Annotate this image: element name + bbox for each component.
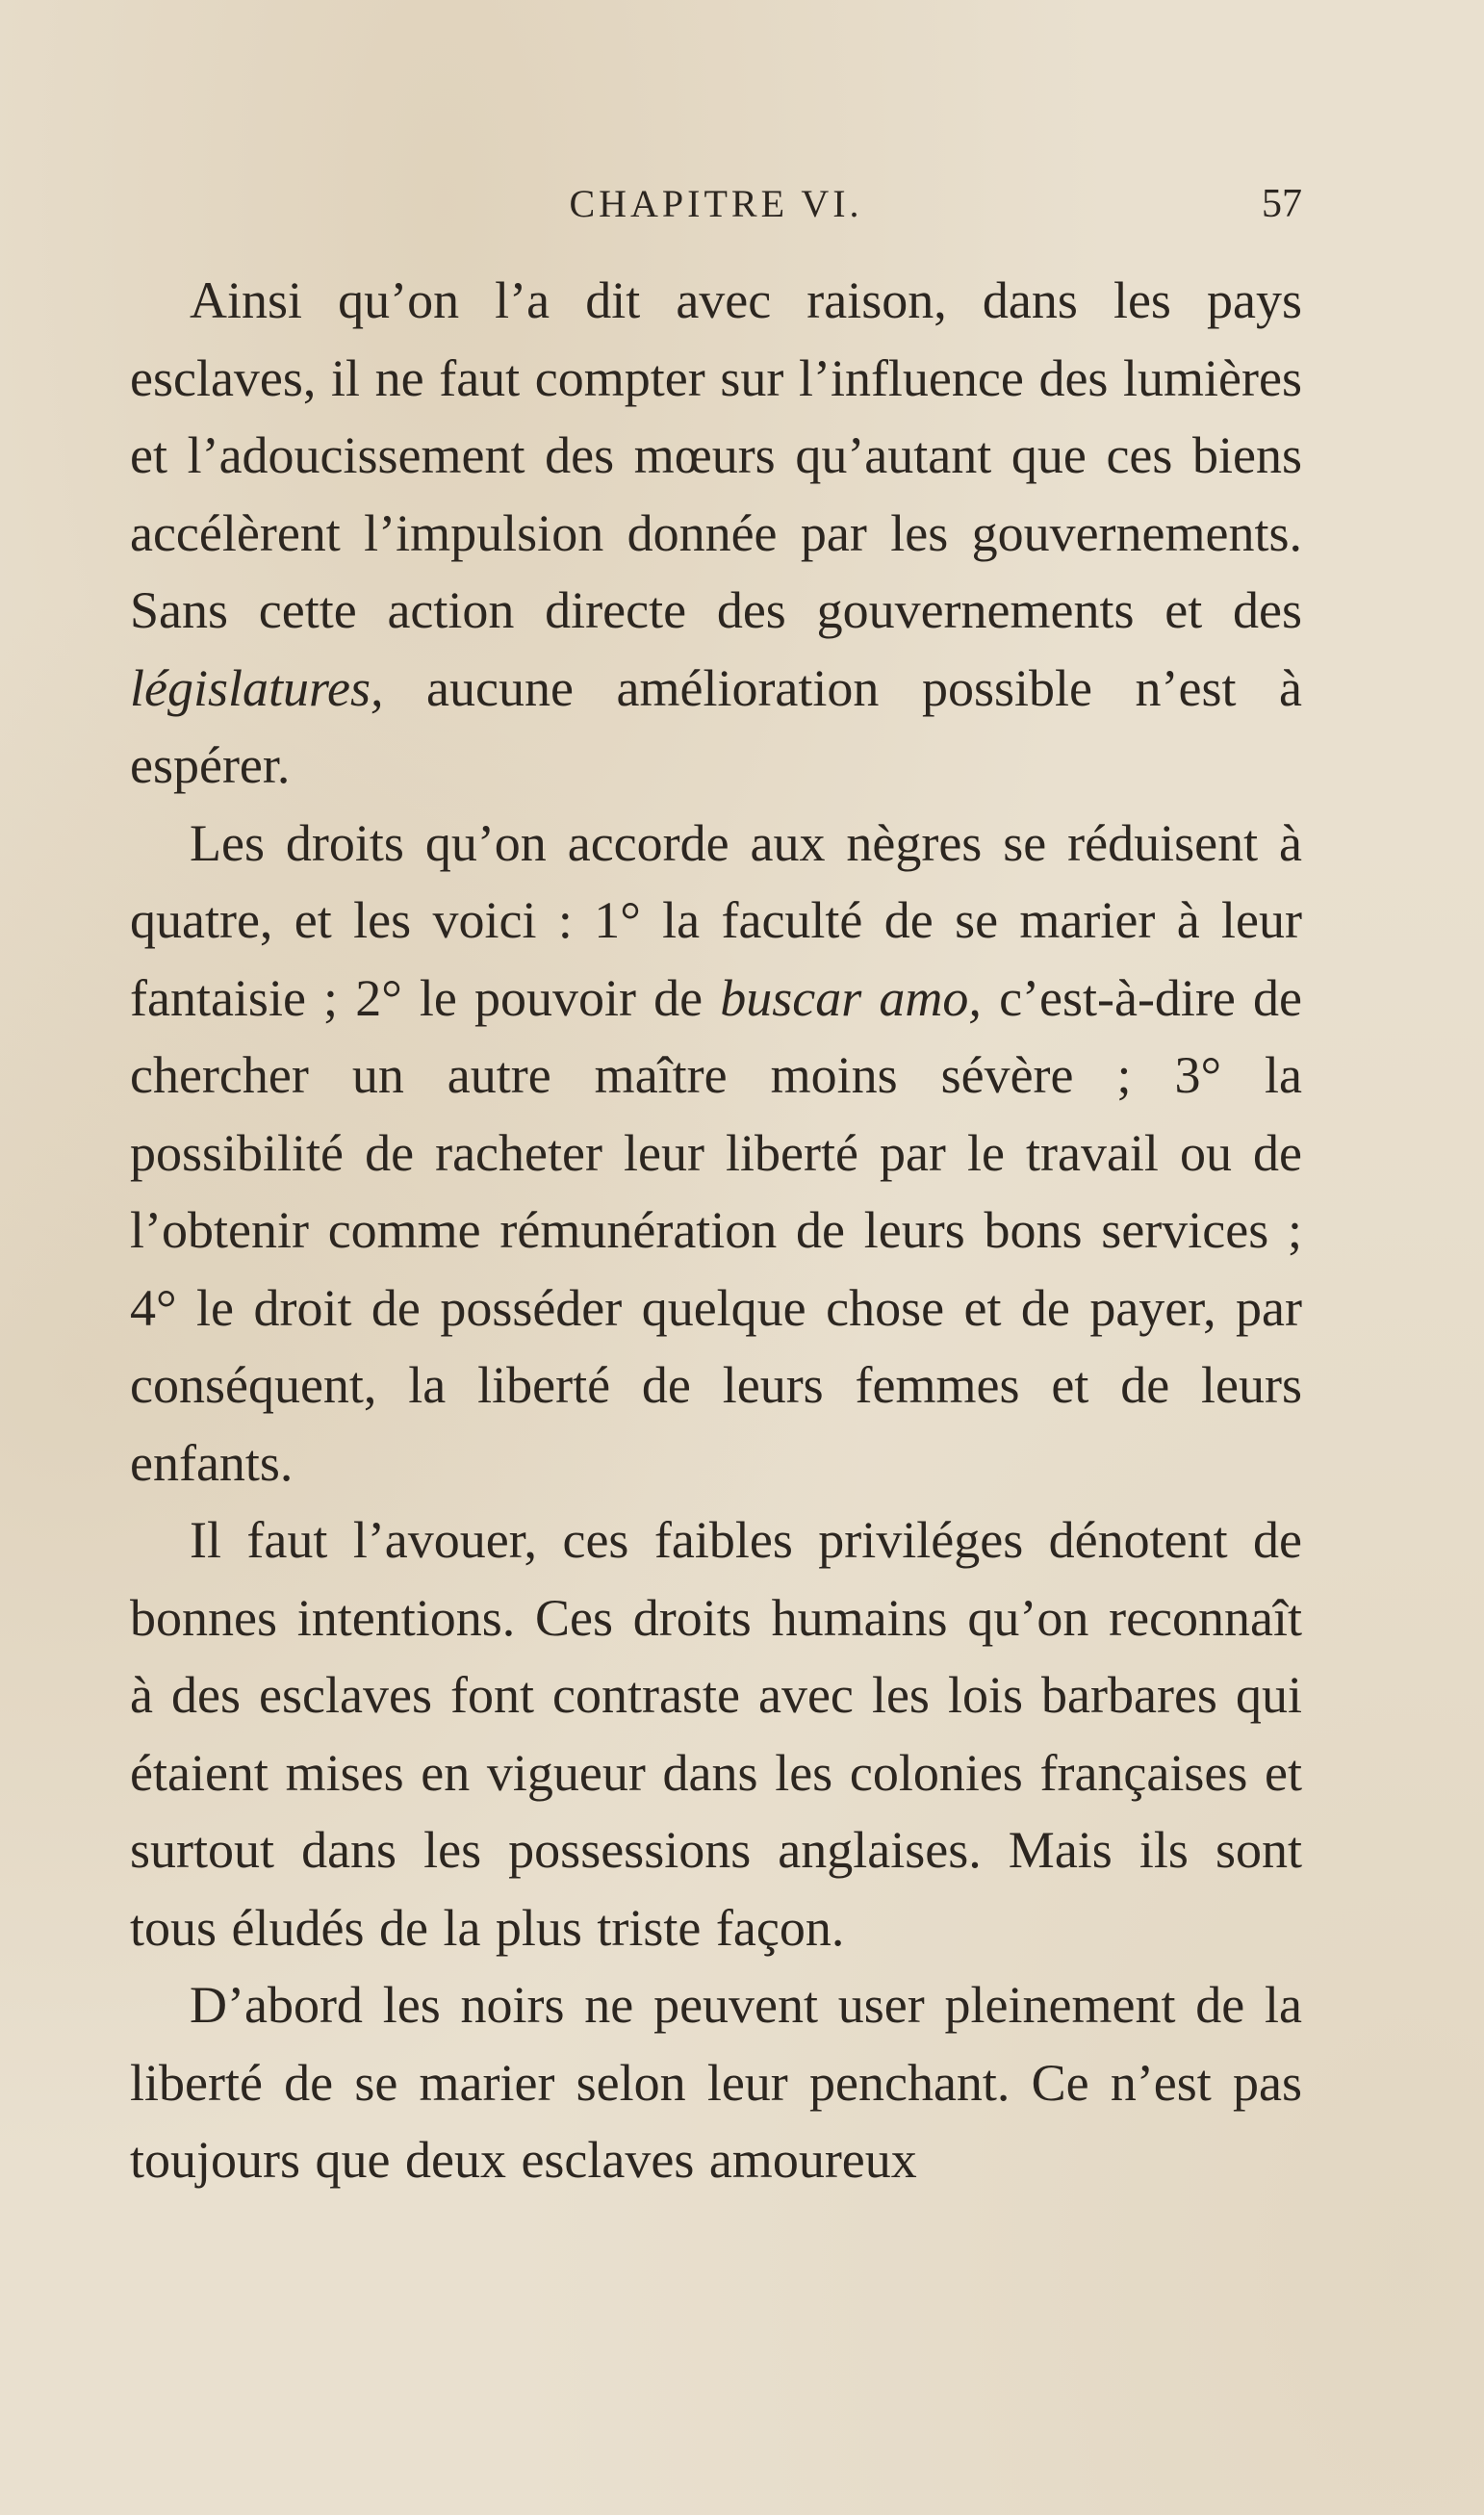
page-number: 57 <box>1262 182 1302 226</box>
paragraph-2: Les droits qu’on accorde aux nègres se réduisent à quatre, et les voici : 1° la faculté de se marier à leur fantaisie ; 2° le pouvoir de buscar amo, c’est-à-dire de chercher un autre maître moins sévère ; 3° la possibilité de racheter leur liberté par le travail ou de l’obtenir comme rémunération de leurs bons services ; 4° le droit de posséder quelque chose et de payer, par conséquent, la liberté de leurs femmes et de leurs enfants. <box>130 813 1302 1492</box>
page-header <box>130 181 1302 235</box>
paragraph-1: Ainsi qu’on l’a dit avec raison, dans les pays esclaves, il ne faut compter sur l’influence des lumières et l’adoucissement des mœurs qu’autant que ces biens accélèrent l’impulsion donnée par les gouvernements. Sans cette action directe des gouvernements et des législatures, aucune amélioration possible n’est à espérer. <box>130 271 1302 794</box>
running-head: CHAPITRE VI. <box>569 182 863 225</box>
body-text <box>130 262 1302 2199</box>
paragraph-3: Il faut l’avouer, ces faibles priviléges dénotent de bonnes intentions. Ces droits humains qu’on reconnaît à des esclaves font contraste avec les lois barbares qui étaient mises en vigueur dans les colonies françaises et surtout dans les possessions anglaises. Mais ils sont tous éludés de la plus triste façon. <box>130 1511 1302 1957</box>
paragraph-4: D’abord les noirs ne peuvent user pleinement de la liberté de se marier selon leur penchant. Ce n’est pas toujours que deux esclaves amoureux <box>130 1976 1302 2189</box>
